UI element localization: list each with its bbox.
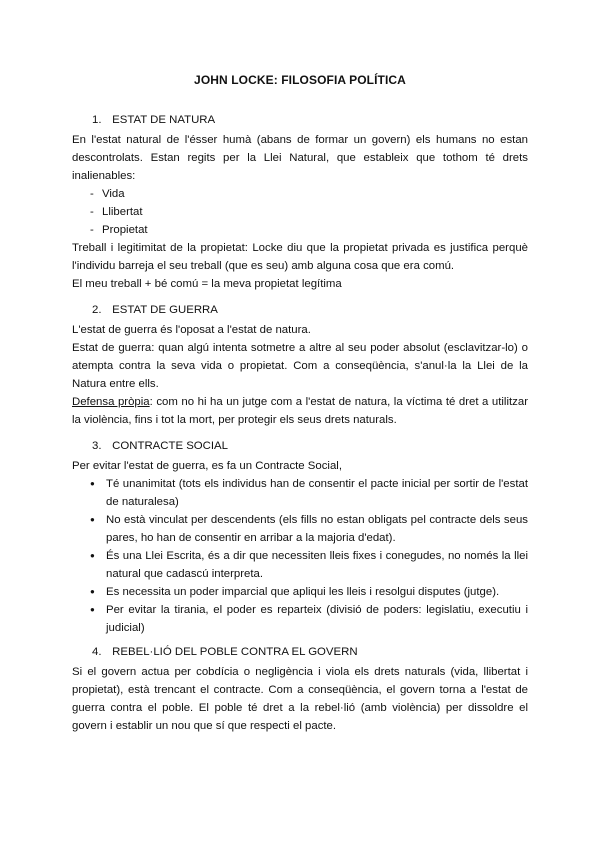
list-item: - Propietat bbox=[72, 221, 528, 239]
list-item: ● És una Llei Escrita, és a dir que necessiten lleis fixes i conegudes, no només la llei natural que cadascú interpreta. bbox=[72, 547, 528, 583]
section-rebellio bbox=[72, 643, 528, 735]
section-number: 2. bbox=[92, 304, 102, 316]
paragraph: L'estat de guerra és l'oposat a l'estat de natura. bbox=[72, 324, 311, 336]
section-number: 3. bbox=[92, 440, 102, 452]
section-heading bbox=[72, 111, 528, 129]
section-heading bbox=[72, 643, 528, 661]
document-title: JOHN LOCKE: FILOSOFIA POLÍTICA bbox=[194, 73, 406, 87]
section-heading bbox=[72, 437, 528, 455]
section-number: 1. bbox=[92, 114, 102, 126]
section-estat-de-guerra bbox=[72, 301, 528, 429]
section-title: CONTRACTE SOCIAL bbox=[112, 440, 228, 452]
list-item: ● Per evitar la tirania, el poder es reparteix (divisió de poders: legislatiu, executiu i judicial) bbox=[72, 601, 528, 637]
list-item: - Llibertat bbox=[72, 203, 528, 221]
list-item: ● Es necessita un poder imparcial que apliqui les lleis i resolgui disputes (jutge). bbox=[72, 583, 528, 601]
defensa-propia-text: : com no hi ha un jutge com a l'estat de natura, la víctima té dret a utilitzar la violència, fins i tot la mort, per protegir els seus drets naturals. bbox=[72, 396, 528, 426]
rights-list bbox=[72, 185, 528, 239]
list-item: ● Té unanimitat (tots els individus han de consentir el pacte inicial per sortir de l'estat de naturalesa) bbox=[72, 475, 528, 511]
section-number: 4. bbox=[92, 646, 102, 658]
section-title: ESTAT DE NATURA bbox=[112, 114, 216, 126]
paragraph: En l'estat natural de l'ésser humà (abans de formar un govern) els humans no estan descontrolats. Estan regits per la Llei Natural, que estableix que tothom té drets inalienables: bbox=[72, 134, 528, 182]
contract-features-list bbox=[72, 475, 528, 637]
paragraph: El meu treball + bé comú = la meva propietat legítima bbox=[72, 278, 342, 290]
paragraph: Per evitar l'estat de guerra, es fa un Contracte Social, bbox=[72, 460, 342, 472]
section-estat-de-natura bbox=[72, 111, 528, 293]
list-item: ● No està vinculat per descendents (els fills no estan obligats pel contracte dels seus pares, ho han de consentir en arribar a la majoria d'edat). bbox=[72, 511, 528, 547]
list-item: - Vida bbox=[72, 185, 528, 203]
section-heading bbox=[72, 301, 528, 319]
section-title: REBEL·LIÓ DEL POBLE CONTRA EL GOVERN bbox=[112, 646, 358, 658]
defensa-propia-label: Defensa pròpia bbox=[72, 396, 150, 408]
paragraph: Treball i legitimitat de la propietat: Locke diu que la propietat privada es justifica perquè l'individu barreja el seu treball (que es seu) amb alguna cosa que era comú. bbox=[72, 242, 528, 272]
paragraph: Estat de guerra: quan algú intenta sotmetre a altre al seu poder absolut (esclavitzar-lo) o atempta contra la seva vida o propietat. Com a conseqüència, s'anul·la la Llei de la Natura entre ells. bbox=[72, 342, 528, 390]
section-title: ESTAT DE GUERRA bbox=[112, 304, 218, 316]
paragraph: Si el govern actua per cobdícia o negligència i viola els drets naturals (vida, llibertat i propietat), està trencant el contracte. Com a conseqüència, el govern torna a l'estat de guerra contra el poble. El poble té dret a la rebel·lió (amb violència) per dissoldre el govern i establir un nou que sí que respecti el pacte. bbox=[72, 666, 528, 732]
section-contracte-social bbox=[72, 437, 528, 637]
paragraph bbox=[72, 393, 528, 429]
